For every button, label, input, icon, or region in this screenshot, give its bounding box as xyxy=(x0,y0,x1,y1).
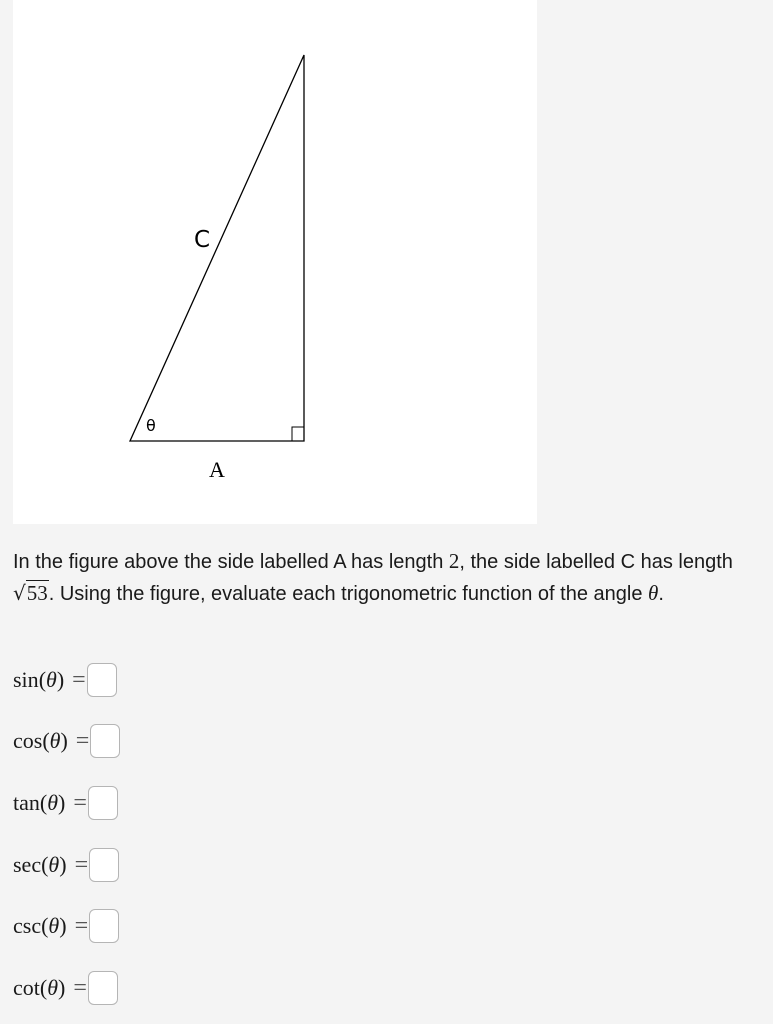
cos-label: cos(θ) xyxy=(13,728,68,753)
cos-answer-input[interactable] xyxy=(90,724,120,758)
tan-answer-input[interactable] xyxy=(88,786,118,820)
cot-answer-input[interactable] xyxy=(88,971,118,1005)
sec-row: sec(θ) = xyxy=(13,845,119,885)
angle-label: θ xyxy=(146,416,156,435)
csc-row: csc(θ) = xyxy=(13,906,119,946)
right-triangle xyxy=(130,55,304,441)
hypotenuse-label: C xyxy=(194,227,211,253)
angle-symbol: θ xyxy=(648,581,659,605)
csc-answer-input[interactable] xyxy=(89,909,119,943)
tan-label: tan(θ) xyxy=(13,790,66,815)
csc-label: csc(θ) xyxy=(13,913,67,938)
cot-row: cot(θ) = xyxy=(13,968,118,1008)
cot-label: cot(θ) xyxy=(13,975,66,1000)
sec-label: sec(θ) xyxy=(13,852,67,877)
cos-row: cos(θ) = xyxy=(13,721,120,761)
triangle-figure xyxy=(13,0,537,524)
adjacent-side-label: A xyxy=(209,457,225,482)
sin-row: sin(θ) = xyxy=(13,660,117,700)
side-a-value: 2 xyxy=(448,549,460,573)
right-angle-marker xyxy=(292,427,304,441)
sin-answer-input[interactable] xyxy=(87,663,117,697)
triangle-diagram xyxy=(13,0,537,524)
tan-row: tan(θ) = xyxy=(13,783,118,823)
sec-answer-input[interactable] xyxy=(89,848,119,882)
problem-statement: In the figure above the side labelled A has length 2, the side labelled C has length √53. Using the figure, evaluate each trigonometric function of the angle θ. xyxy=(13,546,763,610)
sin-label: sin(θ) xyxy=(13,667,65,692)
side-c-value: √53 xyxy=(13,581,48,605)
